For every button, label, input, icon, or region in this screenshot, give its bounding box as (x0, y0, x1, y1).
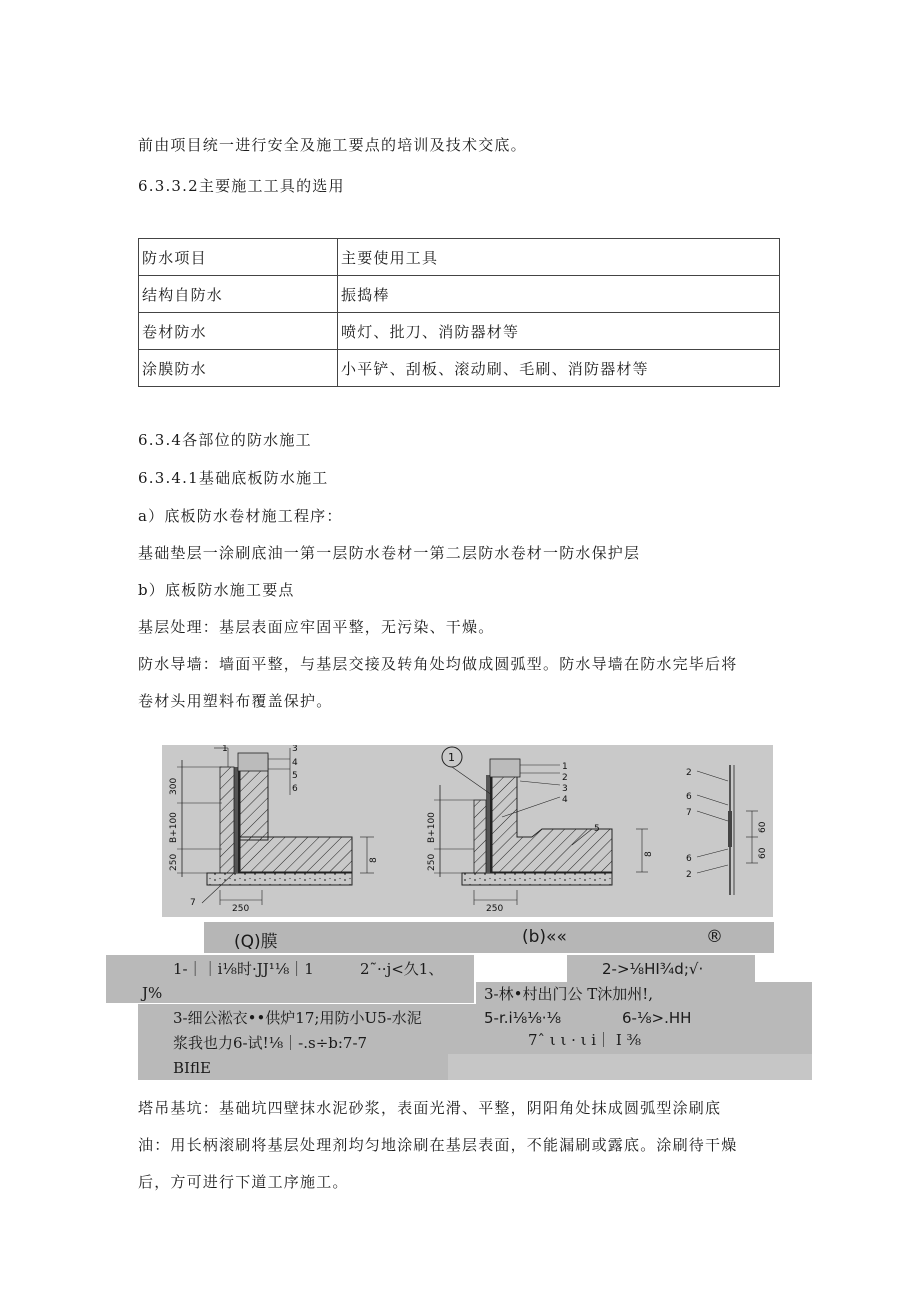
paragraph-intro: 前由项目统一进行安全及施工要点的培训及技术交底。 (138, 136, 527, 154)
dimension-label: 8 (369, 857, 379, 863)
dimension-label: 300 (169, 777, 179, 795)
callout-label: 2 (686, 870, 692, 880)
legend-block (448, 1054, 812, 1080)
table-row (139, 239, 780, 276)
callout-label: 2 (562, 773, 568, 783)
dimension-label: B+100 (427, 812, 437, 843)
callout-label: 1 (562, 762, 568, 772)
legend-text: J% (142, 984, 163, 1002)
paragraph-guide-wall-line1: 防水导墙：墙面平整，与基层交接及转角处均做成圆弧型。防水导墙在防水完毕后将 (138, 655, 738, 673)
paragraph-tower-pit-line2: 油：用长柄滚刷将基层处理剂均匀地涂刷在基层表面，不能漏刷或露底。涂刷待干燥 (138, 1136, 738, 1154)
paragraph-guide-wall-line2: 卷材头用塑料布覆盖保护。 (138, 692, 333, 710)
callout-label: 6 (686, 854, 692, 864)
section-a-label: a）底板防水卷材施工程序： (138, 507, 343, 525)
table-cell: 防水项目 (139, 239, 338, 276)
table-cell: 喷灯、批刀、消防器材等 (338, 313, 780, 350)
caption-b: (b)«« (522, 927, 567, 947)
heading-6-3-4-1: 6.3.4.1基础底板防水施工 (138, 469, 329, 487)
legend-text: 3-细公淞衣••供炉17;用防小U5-水泥 (173, 1009, 422, 1027)
dimension-label: 60 (758, 847, 768, 859)
callout-label: 6 (686, 792, 692, 802)
caption-a: (Q)膜 (234, 932, 278, 952)
legend-text: 1-｜｜i⅛时·JJ¹⅛｜1 (173, 960, 314, 978)
legend-text: 2˜··j<久1、 (360, 960, 444, 978)
callout-label: 2 (686, 768, 692, 778)
section-b-label: b）底板防水施工要点 (138, 581, 295, 599)
legend-text: 7ˆ ι ι · ι i｜ I ⅜ (528, 1031, 642, 1049)
detail-drawing-a (169, 745, 379, 914)
dimension-label: 8 (644, 851, 654, 857)
table-cell: 涂膜防水 (139, 350, 338, 387)
dimension-label: 60 (758, 821, 768, 833)
paragraph-tower-pit-line3: 后，方可进行下道工序施工。 (138, 1173, 349, 1191)
table-row (139, 313, 780, 350)
circled-callout: 1 (448, 751, 455, 764)
callout-label: 3 (292, 745, 298, 754)
table-row (139, 276, 780, 313)
tools-table (138, 238, 780, 387)
callout-label: 5 (594, 824, 600, 834)
detail-drawing-c (686, 765, 768, 895)
legend-text: 3-林•村出门公 T沐加州!, (484, 985, 654, 1003)
dimension-label: 250 (232, 904, 250, 914)
waterproof-detail-figure (162, 745, 773, 917)
table-row (139, 350, 780, 387)
table-cell: 卷材防水 (139, 313, 338, 350)
legend-text: 浆我也力6-试!⅛｜-.s÷b:7-7 (173, 1034, 368, 1052)
legend-text: 5-r.i⅛⅛·⅛ (484, 1009, 562, 1027)
paragraph-tower-pit-line1: 塔吊基坑：基础坑四壁抹水泥砂浆，表面光滑、平整，阴阳角处抹成圆弧型涂刷底 (138, 1099, 722, 1117)
table-cell: 主要使用工具 (338, 239, 780, 276)
dimension-label: B+100 (169, 812, 179, 843)
heading-6-3-3-2: 6.3.3.2主要施工工具的选用 (138, 177, 345, 195)
callout-label: 1 (222, 745, 228, 754)
callout-label: 4 (562, 795, 568, 805)
dimension-label: 250 (427, 853, 437, 871)
figure-caption-bar (204, 922, 774, 953)
section-a-text: 基础垫层一涂刷底油一第一层防水卷材一第二层防水卷材一防水保护层 (138, 544, 641, 562)
table-cell: 结构自防水 (139, 276, 338, 313)
callout-label: 7 (686, 808, 692, 818)
dimension-label: 250 (486, 904, 504, 914)
table-cell: 小平铲、刮板、滚动刷、毛刷、消防器材等 (338, 350, 780, 387)
callout-label: 3 (562, 784, 568, 794)
legend-text: 6-⅛>.HH (622, 1009, 692, 1027)
callout-label: 7 (190, 898, 196, 908)
legend-text: 2->⅛HI¾d;√· (602, 960, 704, 978)
table-cell: 振捣棒 (338, 276, 780, 313)
legend-text: BIflE (173, 1059, 211, 1077)
callout-label: 5 (292, 771, 298, 781)
paragraph-base-treatment: 基层处理：基层表面应牢固平整，无污染、干燥。 (138, 618, 495, 636)
detail-drawing-b (427, 747, 654, 914)
caption-c: ® (706, 927, 723, 947)
callout-label: 6 (292, 784, 298, 794)
dimension-label: 250 (169, 853, 179, 871)
heading-6-3-4: 6.3.4各部位的防水施工 (138, 431, 312, 449)
callout-label: 4 (292, 758, 298, 768)
